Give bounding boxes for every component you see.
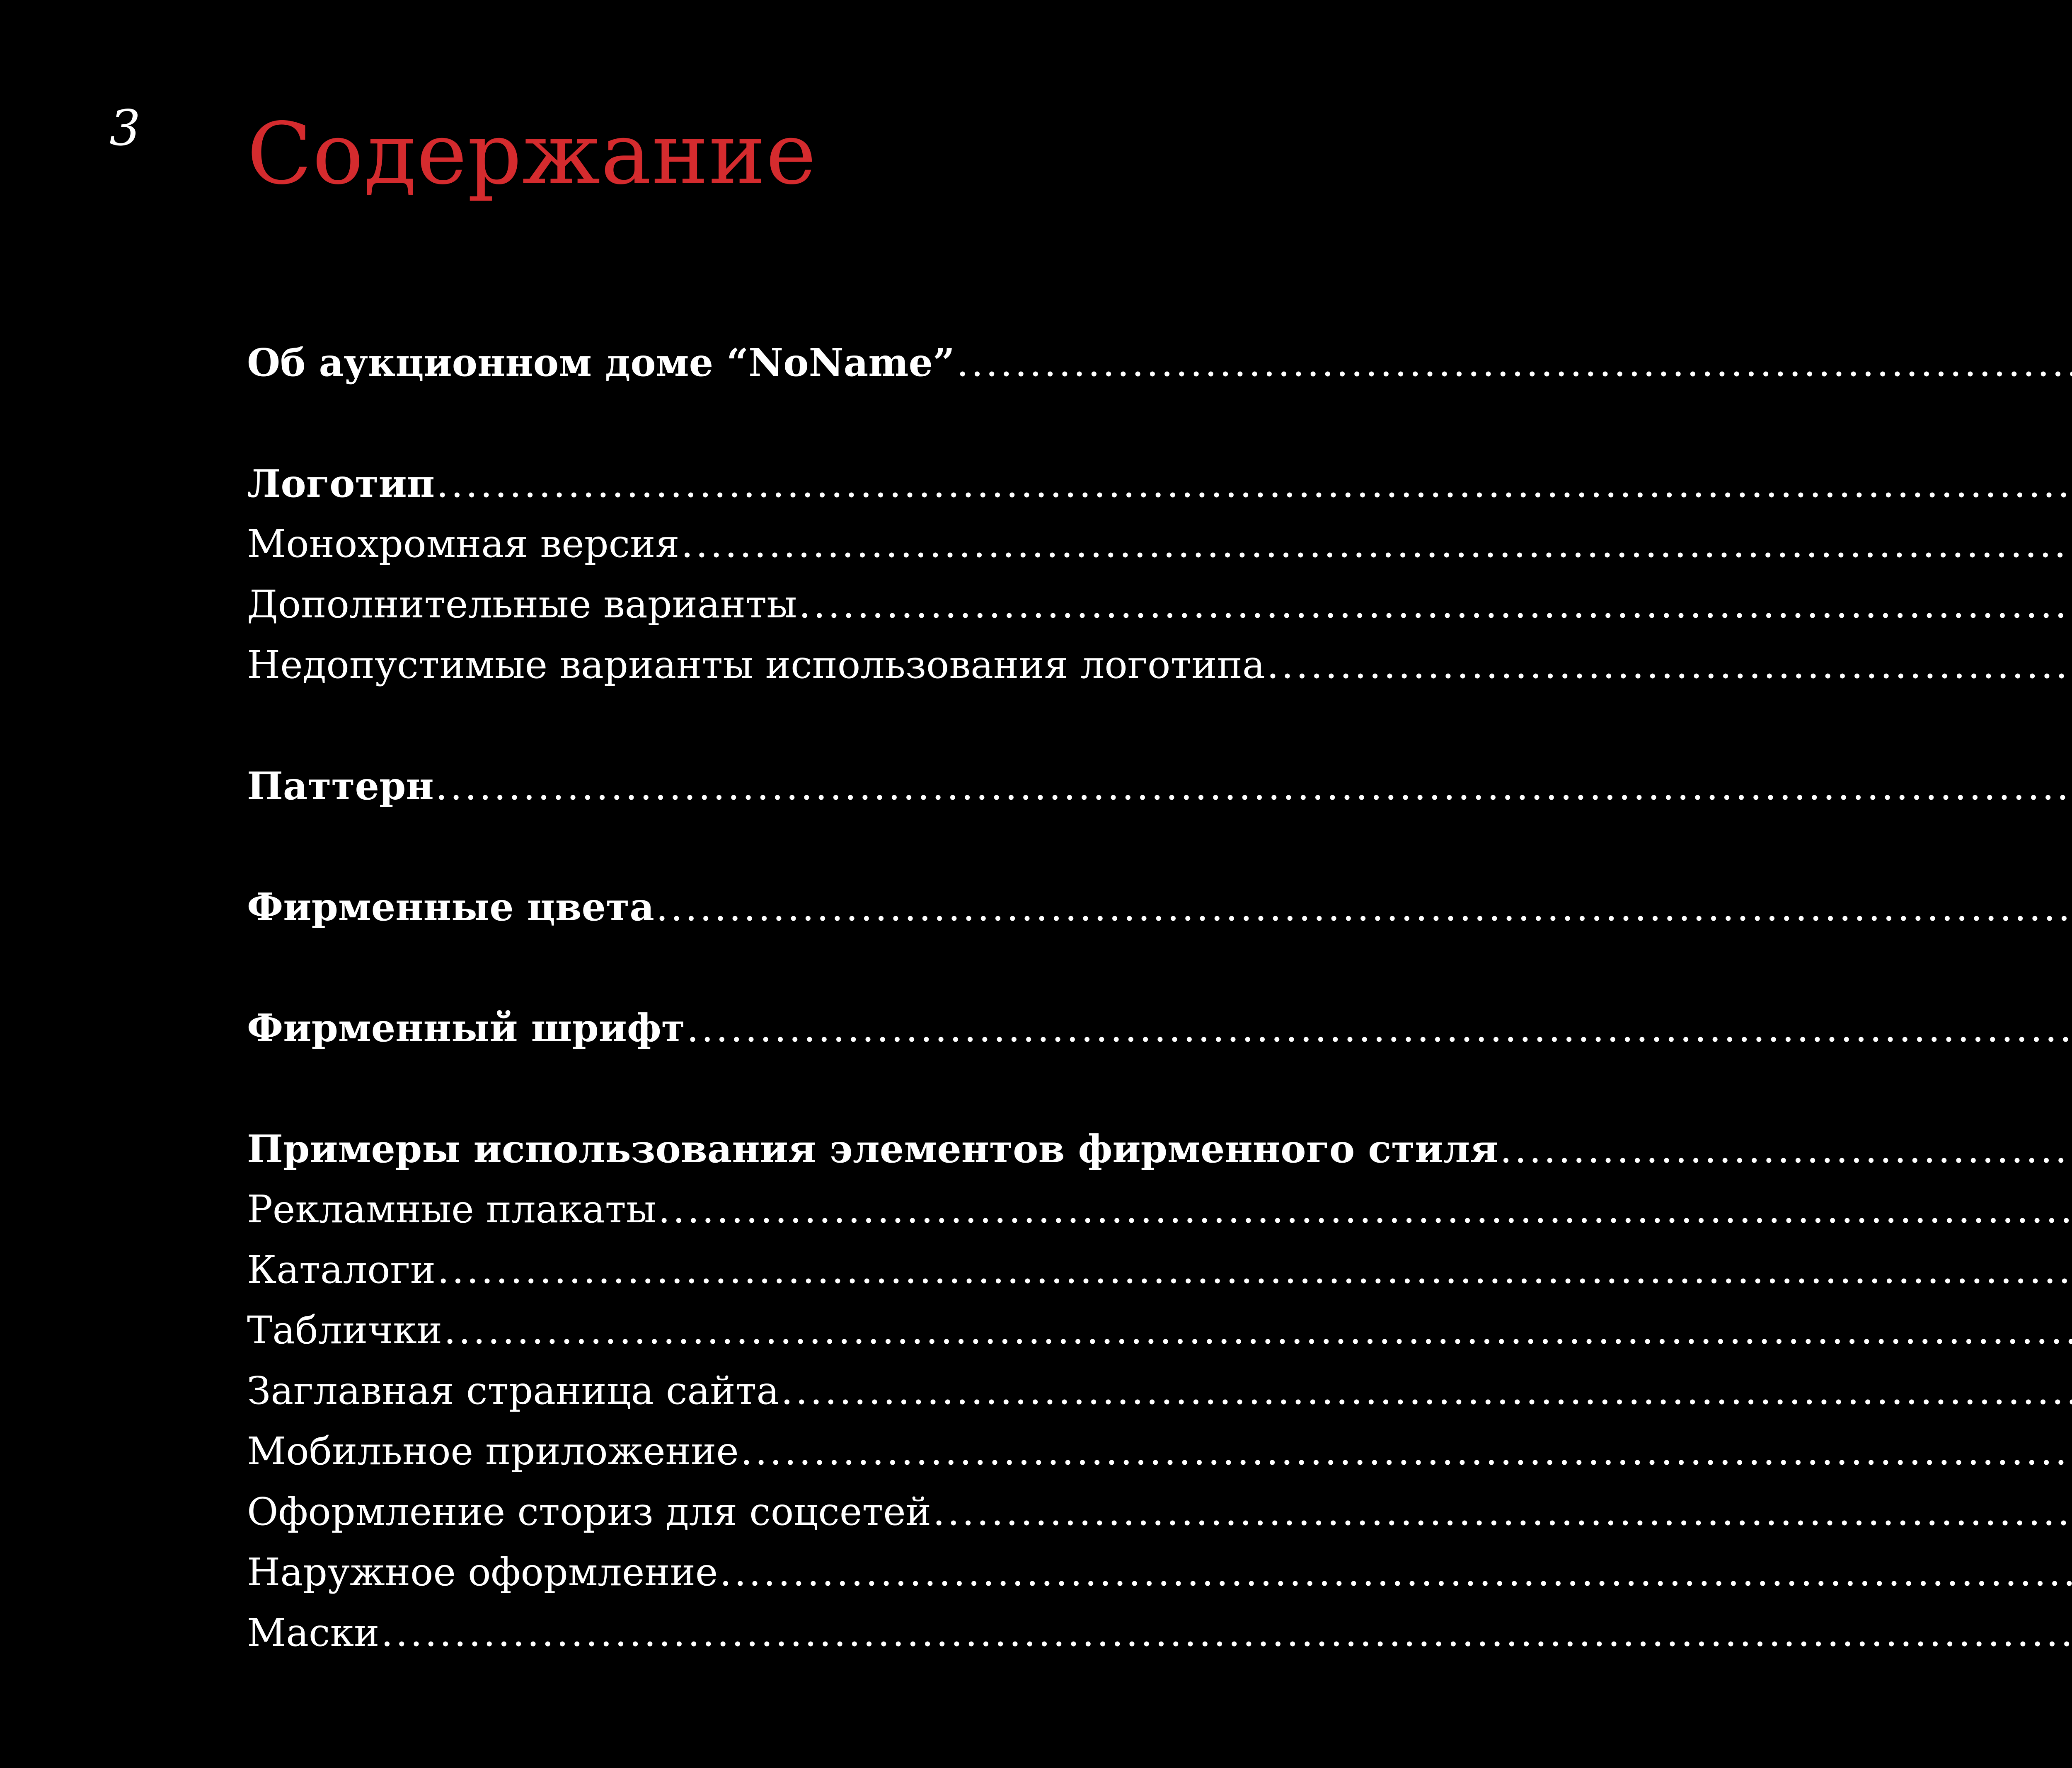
- toc-leader-dots: [956, 336, 2072, 389]
- toc-entry-label: Паттерн: [247, 764, 434, 808]
- toc-leader-dots: [381, 1606, 2072, 1660]
- toc-leader-dots: [681, 517, 2072, 571]
- toc-leader-dots: [799, 578, 2072, 631]
- toc-leader-dots: [658, 1183, 2072, 1236]
- toc-entry-label: Таблички: [247, 1308, 443, 1352]
- toc-entry-brand-font[interactable]: [247, 1001, 2072, 1055]
- toc-leader-dots: [1500, 1122, 2072, 1176]
- toc-entry-label: Заглавная страница сайта: [247, 1369, 779, 1413]
- toc-entry-monochrome[interactable]: [247, 517, 2072, 571]
- toc-leader-dots: [656, 880, 2072, 934]
- toc-entry-label: Дополнительные варианты: [247, 582, 797, 626]
- toc-leader-dots: [436, 759, 2072, 813]
- toc-entry-masks[interactable]: [247, 1606, 2072, 1660]
- toc-entry-pattern[interactable]: [247, 759, 2072, 813]
- toc-entry-logo[interactable]: [247, 457, 2072, 510]
- toc-leader-dots: [687, 1001, 2072, 1055]
- toc-entry-label: Мобильное приложение: [247, 1429, 739, 1473]
- toc-entry-homepage[interactable]: [247, 1364, 2072, 1418]
- toc-entry-label: Фирменный шрифт: [247, 1006, 685, 1050]
- toc-entry-label: Рекламные плакаты: [247, 1187, 657, 1231]
- toc-entry-stories[interactable]: [247, 1485, 2072, 1539]
- toc-leader-dots: [933, 1485, 2072, 1539]
- toc-entry-label: Примеры использования элементов фирменного стиля: [247, 1127, 1498, 1171]
- toc-leader-dots: [444, 1304, 2072, 1357]
- toc-entry-signs[interactable]: [247, 1304, 2072, 1357]
- page-number: 3: [109, 99, 141, 157]
- toc-leader-dots: [719, 1545, 2072, 1599]
- toc-entry-label: Недопустимые варианты использования логотипа: [247, 643, 1265, 687]
- toc-entry-label: Фирменные цвета: [247, 885, 654, 929]
- toc-entry-label: Логотип: [247, 461, 435, 506]
- toc-entry-brand-colors[interactable]: [247, 880, 2072, 934]
- toc-entry-invalid-variants[interactable]: [247, 638, 2072, 692]
- toc-entry-label: Оформление сториз для соцсетей: [247, 1490, 932, 1534]
- toc-entry-label: Наружное оформление: [247, 1550, 718, 1594]
- toc-leader-dots: [1267, 638, 2072, 692]
- toc-entry-posters[interactable]: [247, 1183, 2072, 1236]
- toc-leader-dots: [741, 1425, 2072, 1478]
- toc-entry-label: Монохромная версия: [247, 522, 680, 566]
- toc-entry-additional-variants[interactable]: [247, 578, 2072, 631]
- toc-entry-label: Каталоги: [247, 1248, 436, 1292]
- toc-entry-about[interactable]: [247, 336, 2072, 389]
- toc-entry-label: Маски: [247, 1611, 380, 1655]
- toc-leader-dots: [436, 457, 2072, 510]
- toc-entry-mobile-app[interactable]: [247, 1425, 2072, 1478]
- toc-entry-catalogs[interactable]: [247, 1243, 2072, 1297]
- toc-entry-usage-examples[interactable]: [247, 1122, 2072, 1176]
- toc-entry-outdoor[interactable]: [247, 1545, 2072, 1599]
- toc-leader-dots: [781, 1364, 2072, 1418]
- toc-entry-label: Об аукционном доме “NoName”: [247, 340, 955, 385]
- page-title: Содержание: [247, 105, 817, 203]
- toc-leader-dots: [437, 1243, 2072, 1297]
